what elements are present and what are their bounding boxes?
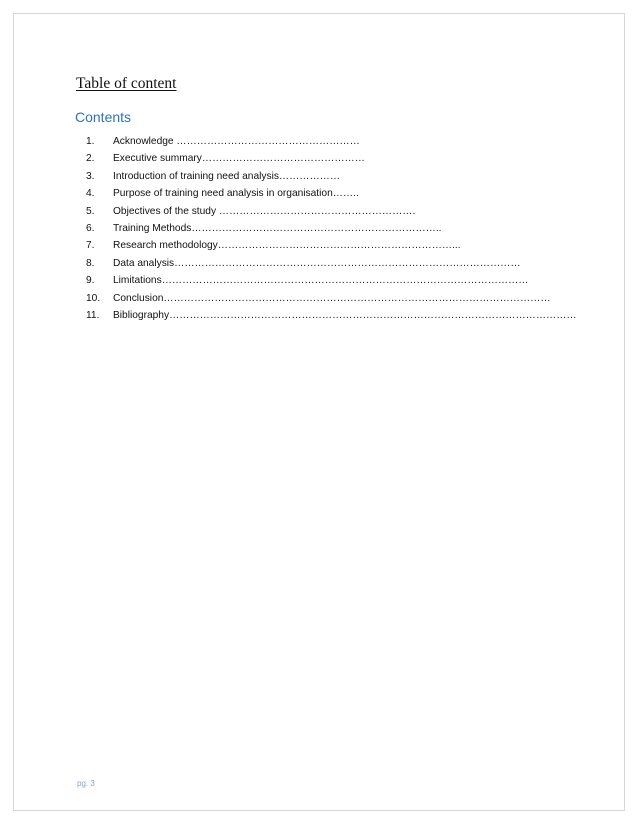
toc-item-data-analysis[interactable] [86, 255, 577, 272]
toc-item-number: 8. [86, 257, 95, 269]
toc-item-text: Purpose of training need analysis in organisation…….. [113, 188, 359, 200]
toc-item-number: 1. [86, 136, 95, 147]
toc-item-text: Bibliography………………………………………………………………………………………………………… [113, 309, 577, 321]
toc-item-text: Training Methods……………………………………………………………….. [113, 222, 442, 234]
toc-item-acknowledge[interactable] [86, 133, 577, 150]
toc-item-number: 7. [86, 240, 95, 252]
toc-item-text: Objectives of the study …………………………………………………. [113, 205, 416, 217]
toc-list [86, 133, 577, 324]
toc-item-number: 6. [86, 222, 95, 234]
toc-item-objectives[interactable] [86, 203, 577, 220]
toc-item-text: Limitations……………………………………………………………………………………………… [113, 275, 529, 287]
toc-item-number: 3. [86, 170, 95, 182]
toc-item-research-methodology[interactable] [86, 237, 577, 254]
toc-item-number: 5. [86, 205, 95, 217]
toc-item-text: Acknowledge ……………………………………………… [113, 136, 360, 147]
toc-item-number: 2. [86, 153, 95, 165]
toc-item-text: Introduction of training need analysis……………… [113, 170, 341, 182]
toc-item-training-methods[interactable] [86, 220, 577, 237]
toc-item-limitations[interactable] [86, 272, 577, 289]
toc-item-text: Data analysis………………………………………………………………………………………… [113, 257, 521, 269]
toc-item-number: 11. [86, 309, 100, 321]
toc-item-bibliography[interactable] [86, 307, 577, 324]
page-number: pg. 3 [77, 779, 95, 788]
document-page [13, 13, 625, 811]
toc-item-text: Conclusion…………………………………………………………………………………………………… [113, 292, 551, 304]
toc-item-text: Executive summary………………………………………… [113, 153, 365, 165]
toc-item-introduction[interactable] [86, 168, 577, 185]
contents-heading: Contents [75, 109, 132, 125]
table-of-content-title: Table of content [76, 75, 177, 92]
toc-item-purpose[interactable] [86, 185, 577, 202]
toc-item-executive-summary[interactable] [86, 150, 577, 167]
toc-item-number: 9. [86, 275, 95, 287]
toc-item-number: 10. [86, 292, 101, 304]
toc-item-number: 4. [86, 188, 95, 200]
toc-item-text: Research methodology……………………………………………………………... [113, 240, 461, 252]
toc-item-conclusion[interactable] [86, 290, 577, 307]
